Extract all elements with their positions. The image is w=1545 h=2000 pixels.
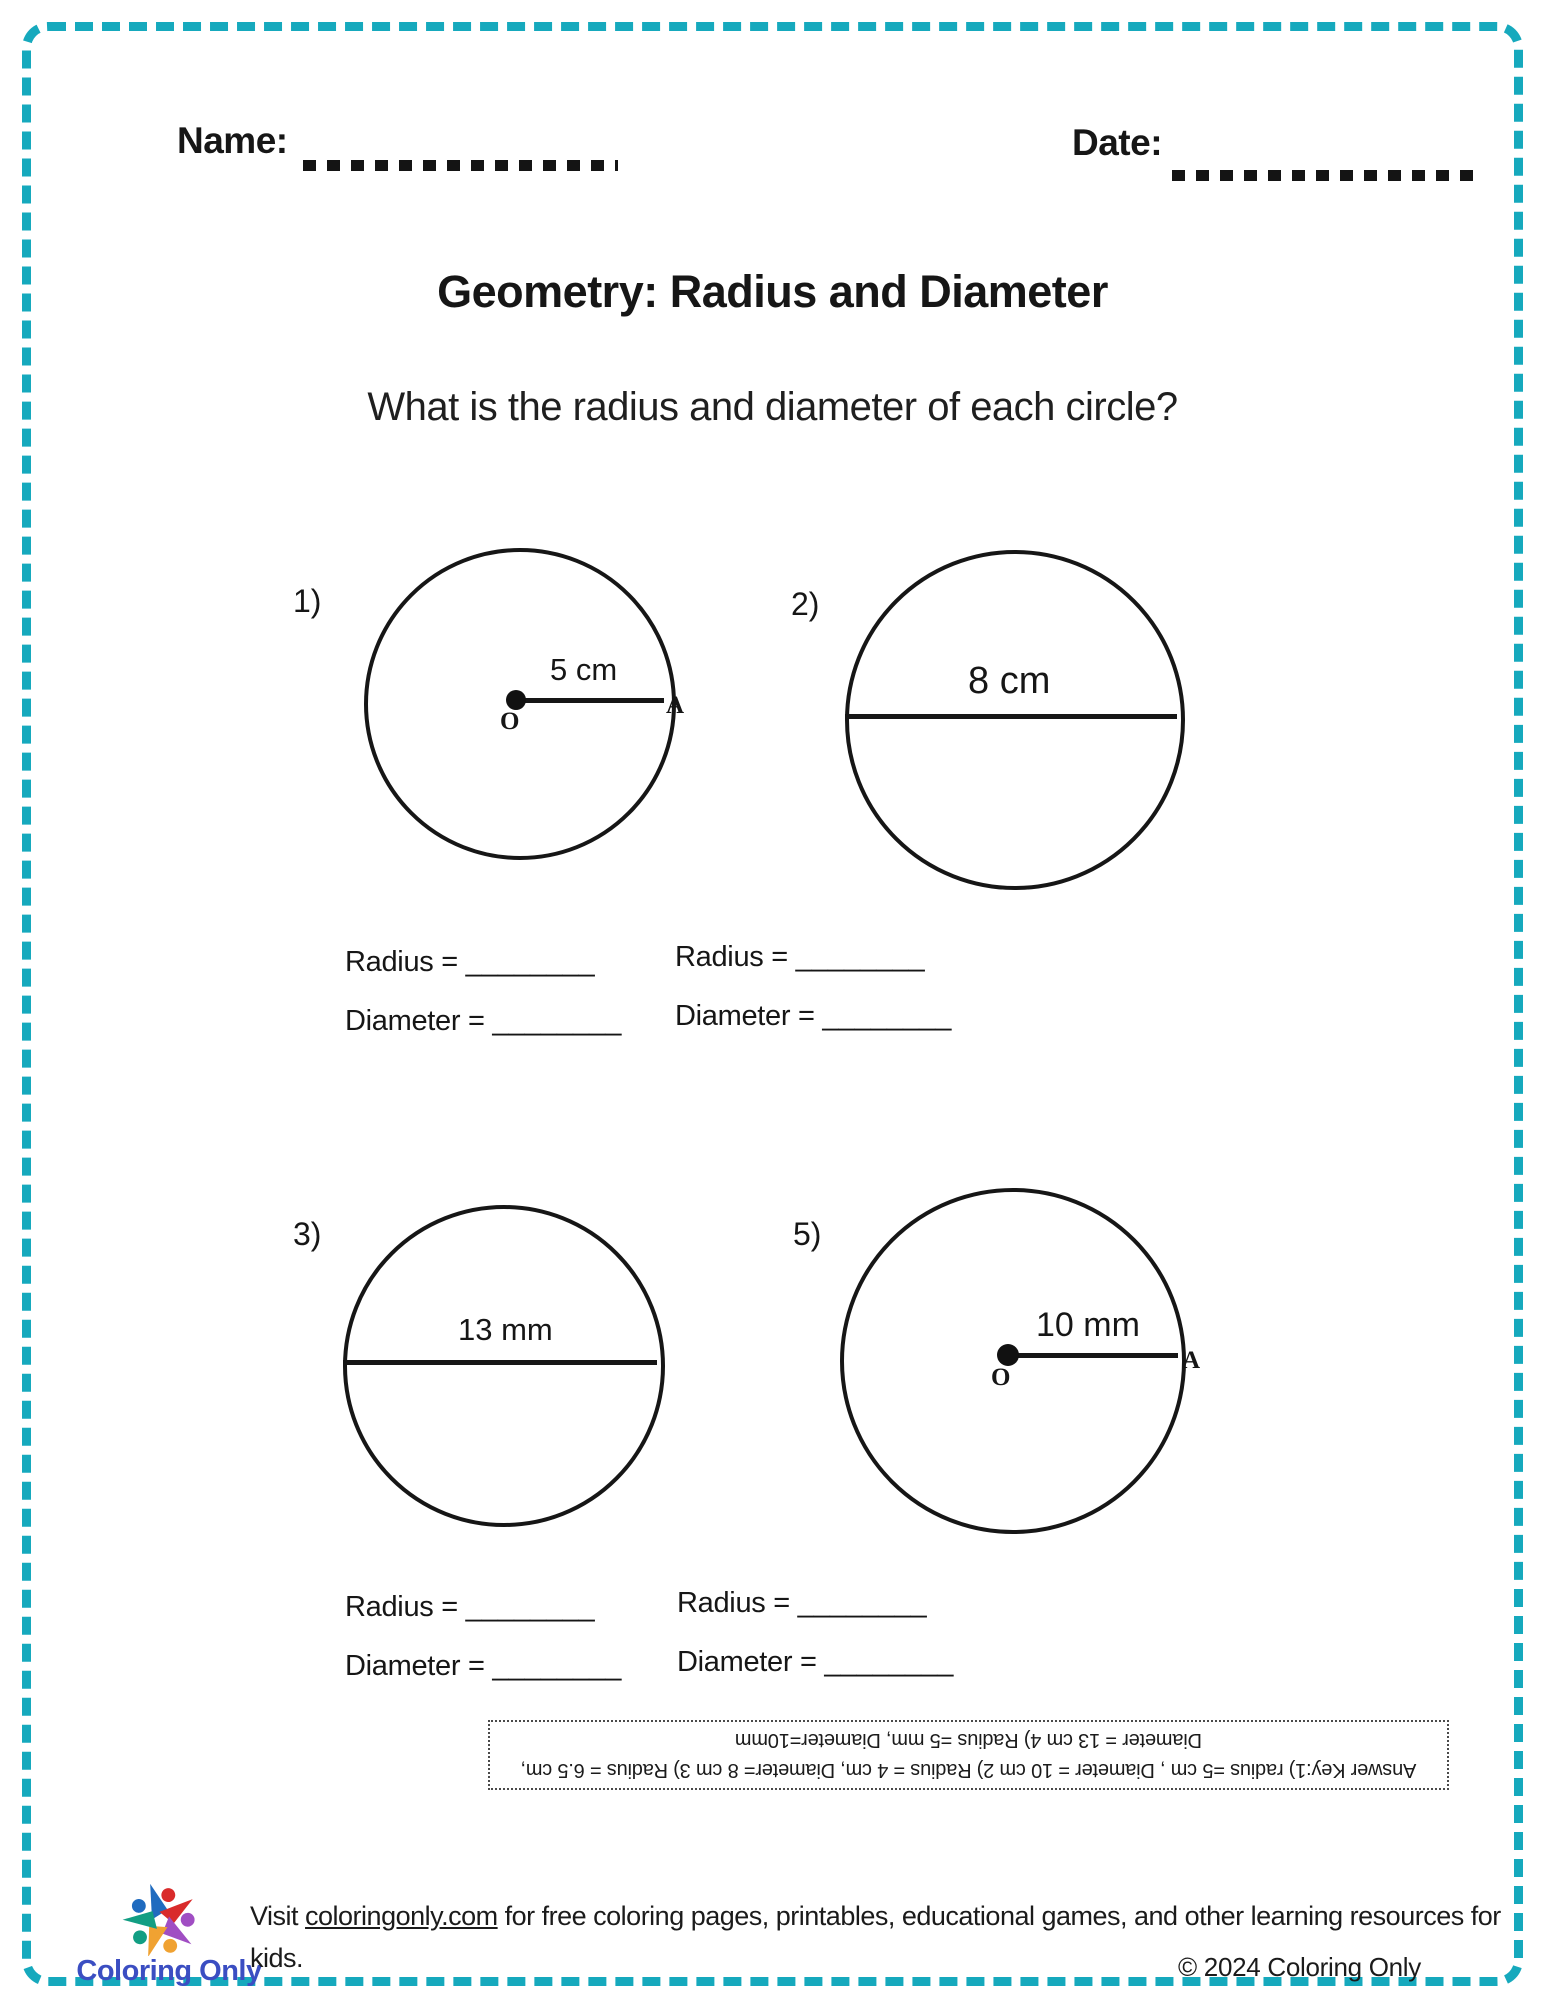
radius-answer-blank: ________ (465, 1591, 595, 1623)
date-label: Date: (1072, 122, 1163, 163)
problem-5-center-label: O (991, 1364, 1011, 1391)
date-fill-line (1172, 170, 1480, 181)
diameter-answer-blank: ________ (492, 1650, 622, 1682)
diameter-answer-row (675, 1000, 951, 1033)
problem-5-radius-line (1008, 1353, 1178, 1358)
page-subtitle: What is the radius and diameter of each circle? (367, 385, 1178, 429)
diameter-answer-row (677, 1646, 953, 1679)
problem-3-answers (345, 1591, 621, 1709)
problem-1-answers (345, 946, 621, 1064)
answer-key-line-1: Answer Key:1) radius =5 cm , Diameter = 10 cm 2) Radius = 4 cm, Diameter= 8 cm 3) Radius = 6.5 cm, (520, 1759, 1417, 1781)
radius-answer-row (345, 946, 621, 979)
radius-answer-blank: ________ (797, 1587, 927, 1619)
radius-answer-row (677, 1587, 953, 1620)
problem-1-measurement: 5 cm (550, 652, 618, 687)
problem-3-diameter-line (343, 1360, 657, 1365)
diameter-answer-label: Diameter = (677, 1646, 817, 1678)
problem-3-circle (343, 1205, 665, 1527)
diameter-answer-blank: ________ (824, 1646, 954, 1678)
problem-1-point-label: A (666, 692, 685, 719)
coloringonly-link[interactable]: coloringonly.com (305, 1901, 498, 1931)
radius-answer-blank: ________ (465, 946, 595, 978)
radius-answer-row (675, 941, 951, 974)
problem-2-diameter-line (845, 714, 1177, 719)
diameter-answer-blank: ________ (822, 1000, 952, 1032)
answer-key-text (490, 1725, 1447, 1785)
problem-5-center-dot (997, 1344, 1019, 1366)
diameter-answer-blank: ________ (492, 1005, 622, 1037)
problem-1-number: 1) (293, 583, 322, 619)
radius-answer-label: Radius = (345, 946, 458, 978)
problem-2-number: 2) (791, 586, 820, 622)
name-label: Name: (177, 120, 288, 161)
name-fill-line (303, 160, 618, 171)
radius-answer-label: Radius = (677, 1587, 790, 1619)
coloring-only-logo-icon (85, 1878, 237, 1956)
radius-answer-row (345, 1591, 621, 1624)
problem-3-measurement: 13 mm (458, 1312, 553, 1347)
page-title: Geometry: Radius and Diameter (437, 266, 1108, 317)
footer-note-line-2: kids. (250, 1942, 304, 1973)
radius-answer-label: Radius = (345, 1591, 458, 1623)
problem-5-answers (677, 1587, 953, 1705)
problem-3-number: 3) (293, 1216, 322, 1252)
copyright-text: © 2024 Coloring Only (1178, 1952, 1421, 1982)
problem-2-measurement: 8 cm (968, 660, 1051, 702)
footer-visit-prefix: Visit (250, 1901, 306, 1931)
footer-note-line-1 (250, 1896, 1510, 1938)
problem-1-center-label: O (500, 708, 520, 735)
problem-5-number: 5) (793, 1216, 822, 1252)
problem-2-answers (675, 941, 951, 1059)
diameter-answer-row (345, 1650, 621, 1683)
problem-1-radius-line (516, 698, 664, 703)
diameter-answer-row (345, 1005, 621, 1038)
radius-answer-blank: ________ (795, 941, 925, 973)
problem-1-center-dot (506, 690, 526, 710)
radius-answer-label: Radius = (675, 941, 788, 973)
diameter-answer-label: Diameter = (345, 1650, 485, 1682)
brand-name: Coloring Only (76, 1955, 262, 1987)
answer-key-box (488, 1720, 1449, 1790)
problem-5-measurement: 10 mm (1036, 1306, 1140, 1344)
footer-visit-suffix: for free coloring pages, printables, educational games, and other learning resources for (497, 1901, 1501, 1931)
problem-5-point-label: A (1182, 1347, 1201, 1374)
problem-2-circle (845, 550, 1185, 890)
diameter-answer-label: Diameter = (345, 1005, 485, 1037)
answer-key-line-2: Diameter = 13 cm 4) Radius =5 mm, Diameter=10mm (735, 1729, 1202, 1751)
diameter-answer-label: Diameter = (675, 1000, 815, 1032)
